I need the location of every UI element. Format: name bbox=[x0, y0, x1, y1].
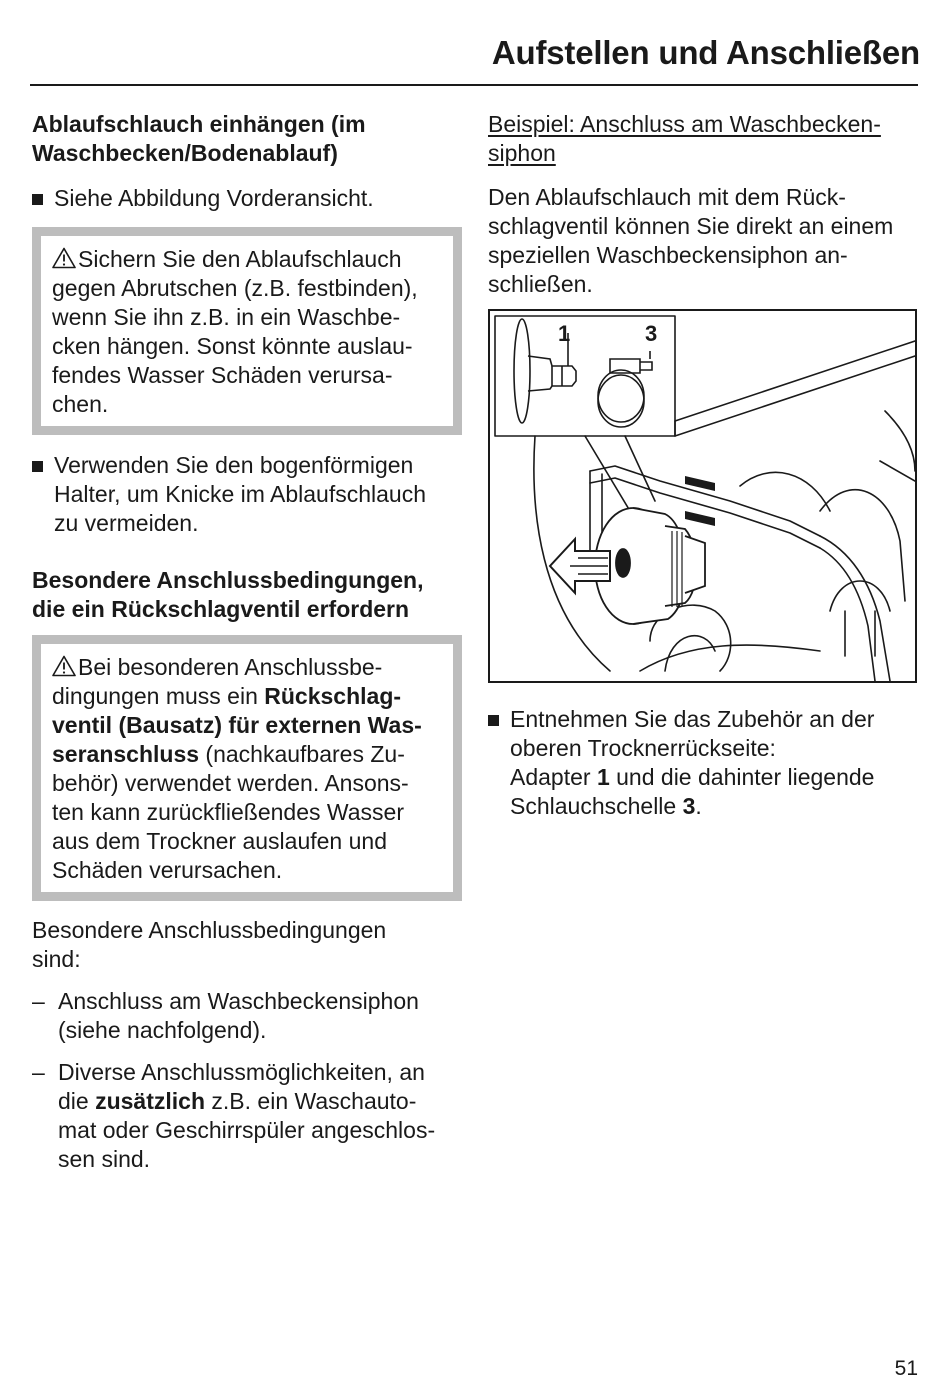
conditions-intro: Besondere Anschlussbedingungen sind: bbox=[32, 917, 387, 972]
warning-line: fendes Wasser Schäden verursa- bbox=[52, 362, 393, 388]
warning-box-secure-hose bbox=[32, 227, 462, 435]
dash-bullet: – bbox=[32, 1059, 45, 1085]
bullet-item-see-figure bbox=[32, 184, 462, 213]
heading-line: Besondere Anschlussbedingungen, bbox=[32, 567, 424, 593]
siphon-connection-figure bbox=[488, 309, 917, 683]
bullet-item-remove-accessories: Entnehmen Sie das Zubehör an der oberen Trocknerrückseite: Adapter 1 und die dahinter liegende Schlauchschelle 3. bbox=[488, 705, 920, 821]
warning-line: wenn Sie ihn z.B. in ein Waschbe- bbox=[52, 304, 401, 330]
warning-line: ten kann zurückfließendes Wasser bbox=[52, 799, 404, 825]
figure-label-clamp: 3 bbox=[645, 321, 658, 346]
siphon-intro: Den Ablaufschlauch mit dem Rück- schlagventil können Sie direkt an einem speziellen Waschbeckensiphon an- schließen. bbox=[488, 184, 894, 297]
section-heading-drain-hose bbox=[32, 110, 462, 168]
square-bullet-icon bbox=[32, 194, 43, 205]
warning-line: Bei besonderen Anschlussbe- bbox=[52, 653, 443, 682]
dash-item-sink-siphon: – Anschluss am Waschbeckensiphon (siehe nachfolgend). bbox=[32, 988, 419, 1043]
bullet-text: Siehe Abbildung Vorderansicht. bbox=[54, 185, 374, 211]
warning-line: Sichern Sie den Ablaufschlauch bbox=[52, 245, 443, 274]
warning-line: chen. bbox=[52, 391, 109, 417]
heading-line: Waschbecken/Bodenablauf) bbox=[32, 140, 338, 166]
dash-item-various-options: – Diverse Anschlussmöglichkeiten, an die zusätzlich z.B. ein Waschauto- mat oder Geschirrspüler angeschlos- sen sind. bbox=[32, 1059, 436, 1172]
warning-line: seranschluss (nachkaufbares Zu- bbox=[52, 741, 405, 767]
bullet-item-use-holder bbox=[32, 451, 462, 538]
square-bullet-icon bbox=[488, 715, 499, 726]
right-column bbox=[488, 110, 920, 821]
example-heading: Beispiel: Anschluss am Waschbecken- siphon bbox=[488, 111, 881, 166]
dash-bullet: – bbox=[32, 988, 45, 1014]
bullet-line: Verwenden Sie den bogenförmigen bbox=[54, 452, 414, 478]
warning-line: gegen Abrutschen (z.B. festbinden), bbox=[52, 275, 418, 301]
square-bullet-icon bbox=[32, 461, 43, 472]
siphon-illustration bbox=[490, 311, 915, 681]
heading-line: die ein Rückschlagventil erfordern bbox=[32, 596, 410, 622]
figure-label-adapter: 1 bbox=[558, 321, 571, 346]
header-divider bbox=[30, 84, 918, 86]
warning-box-check-valve bbox=[32, 635, 462, 901]
page-title: Aufstellen und Anschließen bbox=[491, 34, 920, 71]
warning-line: behör) verwendet werden. Ansons- bbox=[52, 770, 409, 796]
page-number: 51 bbox=[894, 1357, 918, 1380]
warning-line: dingungen muss ein Rückschlag- bbox=[52, 683, 402, 709]
bullet-line: zu vermeiden. bbox=[54, 510, 199, 536]
warning-line: cken hängen. Sonst könnte auslau- bbox=[52, 333, 413, 359]
left-column bbox=[32, 110, 462, 1174]
warning-line: Schäden verursachen. bbox=[52, 857, 283, 883]
section-heading-special-conditions bbox=[32, 566, 462, 624]
warning-line: aus dem Trockner auslaufen und bbox=[52, 828, 387, 854]
heading-line: Ablaufschlauch einhängen (im bbox=[32, 111, 366, 137]
warning-triangle-icon bbox=[52, 655, 76, 677]
warning-triangle-icon bbox=[52, 247, 76, 269]
bullet-line: Halter, um Knicke im Ablaufschlauch bbox=[54, 481, 427, 507]
warning-line: ventil (Bausatz) für externen Was- bbox=[52, 712, 422, 738]
